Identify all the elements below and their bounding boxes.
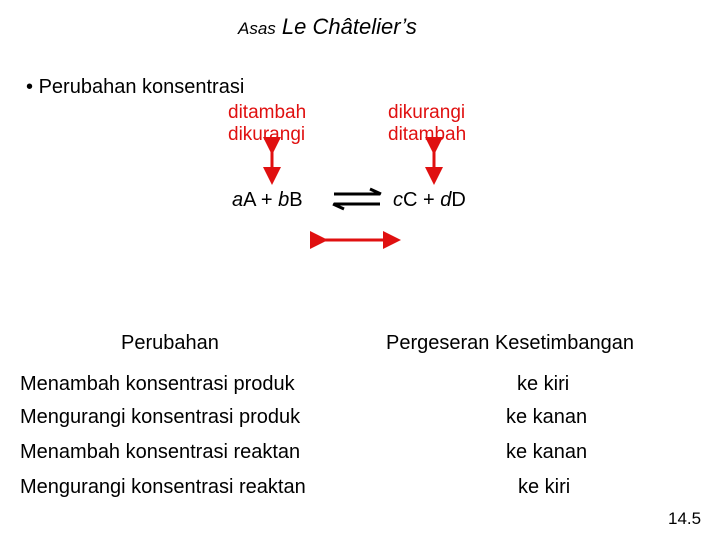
header-pergeseran: Pergeseran Kesetimbangan <box>386 332 634 354</box>
row-change: Menambah konsentrasi reaktan <box>20 441 301 463</box>
equation-reactants: aA + bB <box>232 189 303 211</box>
label-dikurangi-left: dikurangi <box>228 124 306 145</box>
slide-number: 14.5 <box>668 509 702 528</box>
row-shift: ke kanan <box>506 406 588 428</box>
row-change: Mengurangi konsentrasi produk <box>20 406 301 428</box>
forward-arrow <box>334 189 381 194</box>
label-dikurangi-right: dikurangi <box>388 102 466 123</box>
slide-title: Asas Le Châtelier’s <box>238 14 417 39</box>
bullet-point: • Perubahan konsentrasi <box>26 76 245 98</box>
label-ditambah-right: ditambah <box>388 124 467 145</box>
row-change: Mengurangi konsentrasi reaktan <box>20 476 306 498</box>
row-shift: ke kiri <box>518 476 571 498</box>
label-ditambah-left: ditambah <box>228 102 307 123</box>
equation-products: cC + dD <box>393 189 466 211</box>
row-shift: ke kiri <box>517 373 570 395</box>
row-change: Menambah konsentrasi produk <box>20 373 295 395</box>
row-shift: ke kanan <box>506 441 588 463</box>
header-perubahan: Perubahan <box>121 332 219 354</box>
reverse-arrow <box>333 204 380 209</box>
